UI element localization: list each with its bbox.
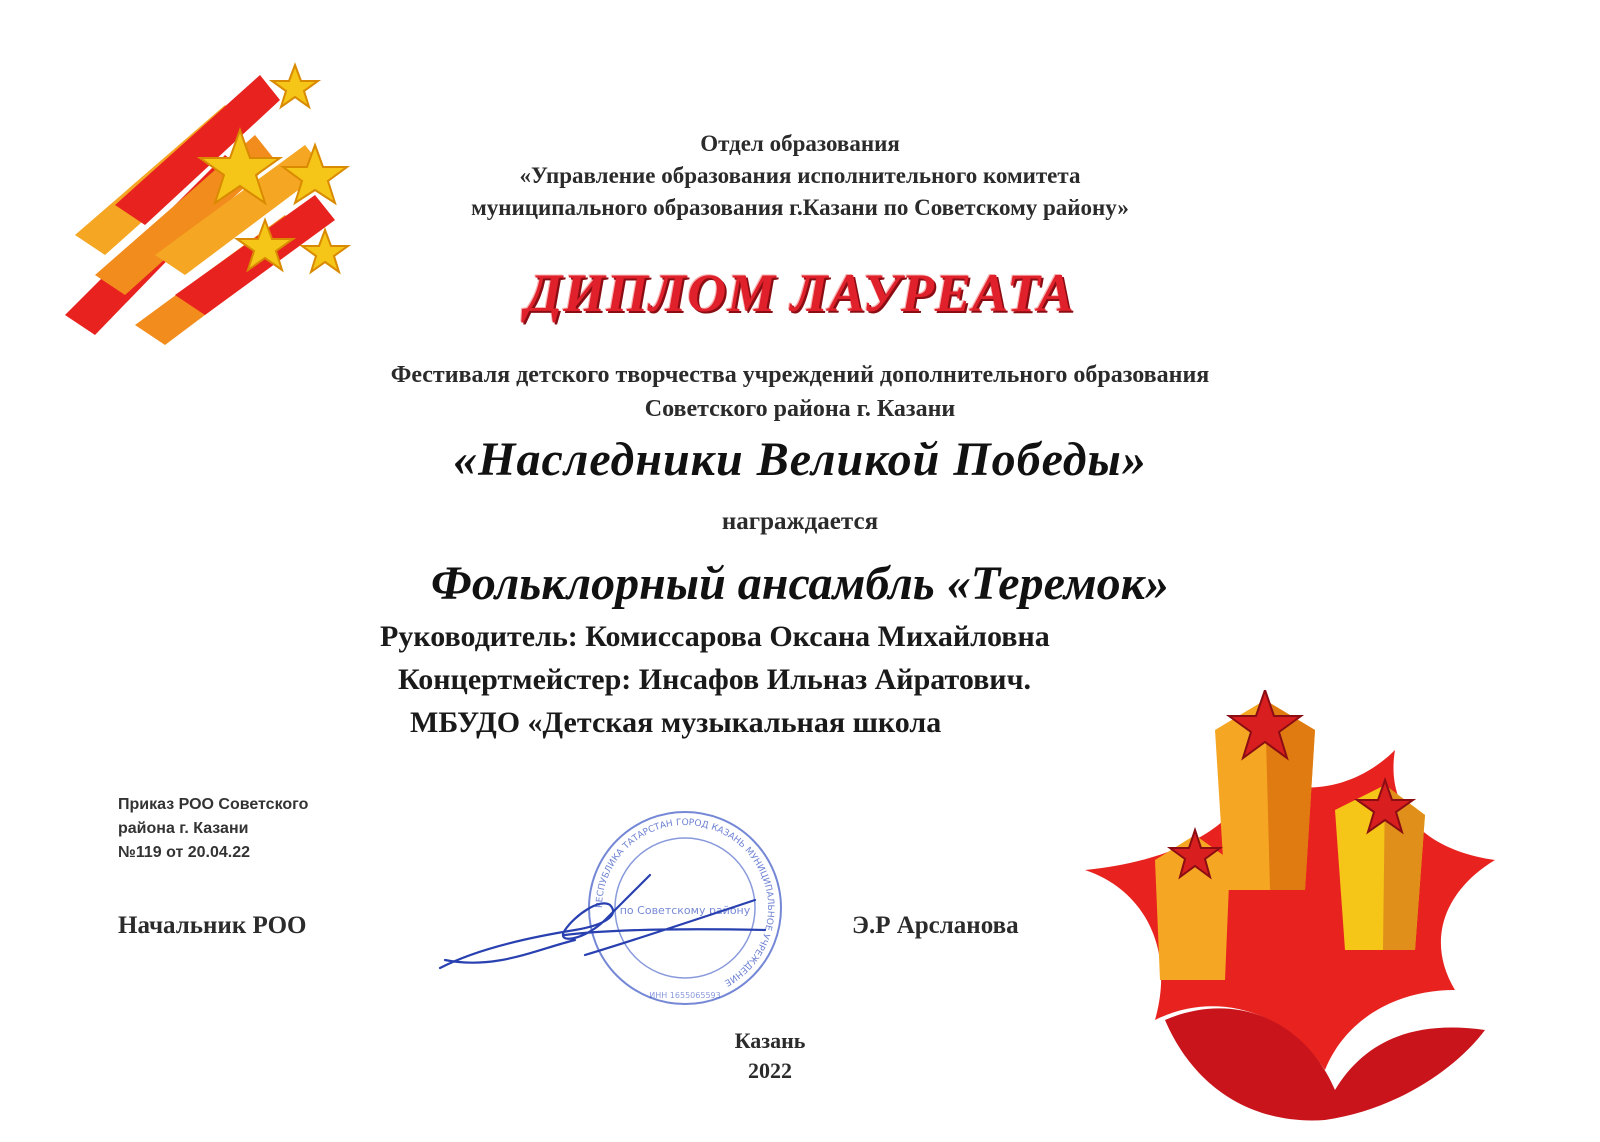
awarded-label: награждается (721, 508, 879, 535)
header-line-1: Отдел образования (700, 131, 900, 156)
signatory-name: Э.Р Арсланова (852, 912, 1019, 939)
leader-line: Руководитель: Комиссарова Оксана Михайловна (380, 620, 1050, 653)
year-text: 2022 (748, 1058, 792, 1083)
order-line-1: Приказ РОО Советского (118, 796, 309, 813)
school-line: МБУДО «Детская музыкальная школа (410, 706, 942, 739)
header-line-2: «Управление образования исполнительного комитета (519, 163, 1081, 188)
accompanist-line: Концертмейстер: Инсафов Ильназ Айратович. (398, 663, 1031, 696)
issuer-header (0, 128, 1600, 224)
header-line-3: муниципального образования г.Казани по Советскому району» (471, 195, 1129, 220)
signatory-title: Начальник РОО (118, 912, 307, 939)
festival-line-2: Советского района г. Казани (644, 396, 956, 422)
order-line-2: района г. Казани (118, 820, 249, 837)
stamp-ring-text: РЕСПУБЛИКА ТАТАРСТАН ГОРОД КАЗАНЬ МУНИЦИПАЛЬНОЕ УЧРЕЖДЕНИЕ (594, 817, 776, 988)
festival-name: «Наследники Великой Победы» (453, 433, 1147, 486)
order-reference (118, 793, 308, 865)
place-and-year (0, 1026, 1540, 1086)
order-line-3: №119 от 20.04.22 (118, 844, 251, 861)
recipient-name: Фольклорный ансамбль «Теремок» (431, 557, 1169, 610)
festival-description (0, 358, 1600, 426)
stamp-center-text: по Советскому району (619, 904, 751, 917)
city-text: Казань (734, 1028, 806, 1053)
stamp-inn-text: ИНН 1655065593 (649, 991, 721, 1000)
handwritten-signature (435, 860, 775, 980)
diploma-title: ДИПЛОМ ЛАУРЕАТА (525, 263, 1075, 323)
festival-line-1: Фестиваля детского творчества учреждений дополнительного образования (390, 362, 1210, 388)
